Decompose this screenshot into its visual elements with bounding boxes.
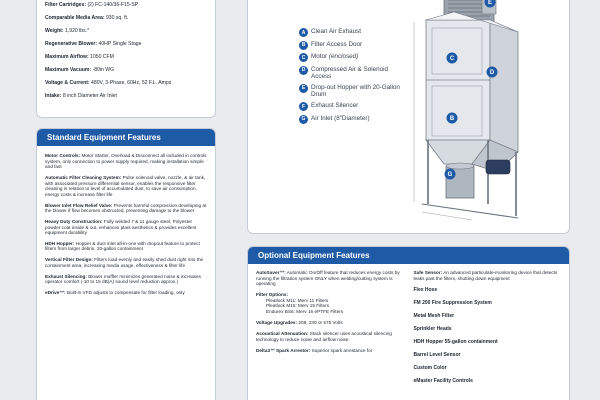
optional-feature: Filter Options: Pleatlock M11: Merv 11 Filters Pleatlock M15: Merv 15 Filters Endurex BS6: Merv 16 ePTFE Filters xyxy=(256,292,344,314)
svg-text:E: E xyxy=(487,0,493,7)
legend-item: E Drop-out Hopper with 20-Gallon Drum xyxy=(299,84,409,99)
optional-left-column xyxy=(256,270,404,391)
legend-badge: A xyxy=(299,28,308,37)
feature-item: Heavy Duty Construction: Fully welded 7 & 11 gauge steel, Polyester powder coat inside & out, enhances plant aesthetics & provides excellent equipment durability xyxy=(45,218,197,236)
optional-item: Barrel Level Sensor xyxy=(413,351,461,358)
legend-badge: F xyxy=(299,102,308,111)
spec-row: Voltage & Current: 480V, 3-Phase, 60Hz, 52 F.L. Amps xyxy=(45,79,172,86)
feature-item: Vertical Filter Design: Filters load evenly and easily shed dust right into the containment area, increasing media usage, effectiveness & filter life xyxy=(45,257,204,268)
feature-item: Exhaust Silencing: Blower muffler minimizes generated noise & increases operator comfort (-10 to 15 dB(A) sound level reduction approx.) xyxy=(45,273,201,285)
legend-item: A Clean Air Exhaust xyxy=(299,28,409,37)
optional-feature: AutoSaver™: Automatic On/Off feature that reduces energy costs by running the filtration system ONLY when welding/cutting system is operating xyxy=(256,270,400,287)
spec-row: Weight: 1,920 lbs.* xyxy=(45,27,90,34)
optional-item: HDH Hopper 55-gallon containment xyxy=(413,338,498,345)
optional-feature: Voltage Upgrades: 208, 230 or 575 Volts xyxy=(256,319,343,325)
optional-feature: Delta3™ Spark Arrestor: Superior spark arrestance for xyxy=(256,347,373,353)
optional-features-card xyxy=(247,246,570,400)
legend-badge: D xyxy=(299,66,308,75)
spec-row: Maximum Airflow: 1050 CFM xyxy=(45,53,114,60)
feature-item: Blower Inlet Flow Relief Valve: Prevents harmful compression developing at the blower if flow becomes obstructed, preventing damage to the blower xyxy=(45,202,207,214)
svg-text:B: B xyxy=(449,116,455,123)
optional-item: Flex Hose xyxy=(413,286,438,293)
legend-badge: C xyxy=(299,53,308,62)
legend-badge: E xyxy=(299,84,308,93)
svg-text:G: G xyxy=(447,172,453,179)
spec-row: Filter Cartridges: (2) FC-140/36-F15-SP xyxy=(45,2,139,8)
optional-feature: Safe Sensor: An advanced particulate-monitoring device that detects leaks past the filters, shutting down equipment xyxy=(413,270,558,281)
standard-features-card xyxy=(36,128,216,400)
optional-features-title: Optional Equipment Features xyxy=(248,247,569,264)
optional-feature: Acoustical Attenuation: Stack silencer uses acoustical silencing technology to reduce noise and airflow noise xyxy=(256,330,392,342)
feature-item: eDrive™: Built-in VFD adjusts to compensate for filter loading, only xyxy=(45,290,185,295)
legend-badge: G xyxy=(299,115,308,124)
optional-item: eMaster Facility Controls xyxy=(413,377,473,384)
legend-item: B Filter Access Door xyxy=(299,41,409,50)
optional-item: Sprinkler Heads xyxy=(413,325,452,332)
specifications-card xyxy=(36,0,216,118)
spec-row: Intake: 8 inch Diameter Air Inlet xyxy=(45,92,117,99)
optional-item: FM 200 Fire Suppression System xyxy=(413,299,492,306)
optional-item: Metal Mesh Filter xyxy=(413,312,455,319)
svg-text:D: D xyxy=(489,70,495,77)
standard-features-title: Standard Equipment Features xyxy=(37,129,215,146)
legend-item: G Air Inlet (8"Diameter) xyxy=(299,115,409,124)
feature-item: Automatic Filter Cleaning System: Pulse solenoid valve, nozzle, & air tank, with associated pressure differential sensor, enables the responsive filter cleaning in relation to level of accumulated dust, to save air consumption, energy costs & increase filter life xyxy=(45,174,206,197)
feature-item: Motor Controls: Motor Starter, Overload & Disconnect all included in controls system, only connection to power supply required, making installation simple and fast xyxy=(45,153,207,170)
optional-item: Custom Color xyxy=(413,364,447,371)
svg-text:C: C xyxy=(449,56,455,63)
feature-item: HDH Hopper: Hopper & duct inlet all-in-one with dropout feature to protect filters from larger debris. 20-gallon containment xyxy=(45,240,200,252)
legend-item: F Exhaust Silencer xyxy=(299,102,409,111)
spec-row: Maximum Vacuum: -80in WG xyxy=(45,66,115,73)
legend-item: D Compressed Air & Solenoid Access xyxy=(299,66,409,81)
spec-row: Regenerative Blower: 40HP Single Stage xyxy=(45,40,142,47)
legend-badge: B xyxy=(299,41,308,50)
component-legend xyxy=(299,28,409,127)
dust-collector-illustration xyxy=(412,0,562,222)
spec-row: Comparable Media Area: 930 sq. ft. xyxy=(45,14,129,21)
optional-right-column xyxy=(414,270,562,391)
legend-item: C Motor (enclosed) xyxy=(299,53,409,62)
